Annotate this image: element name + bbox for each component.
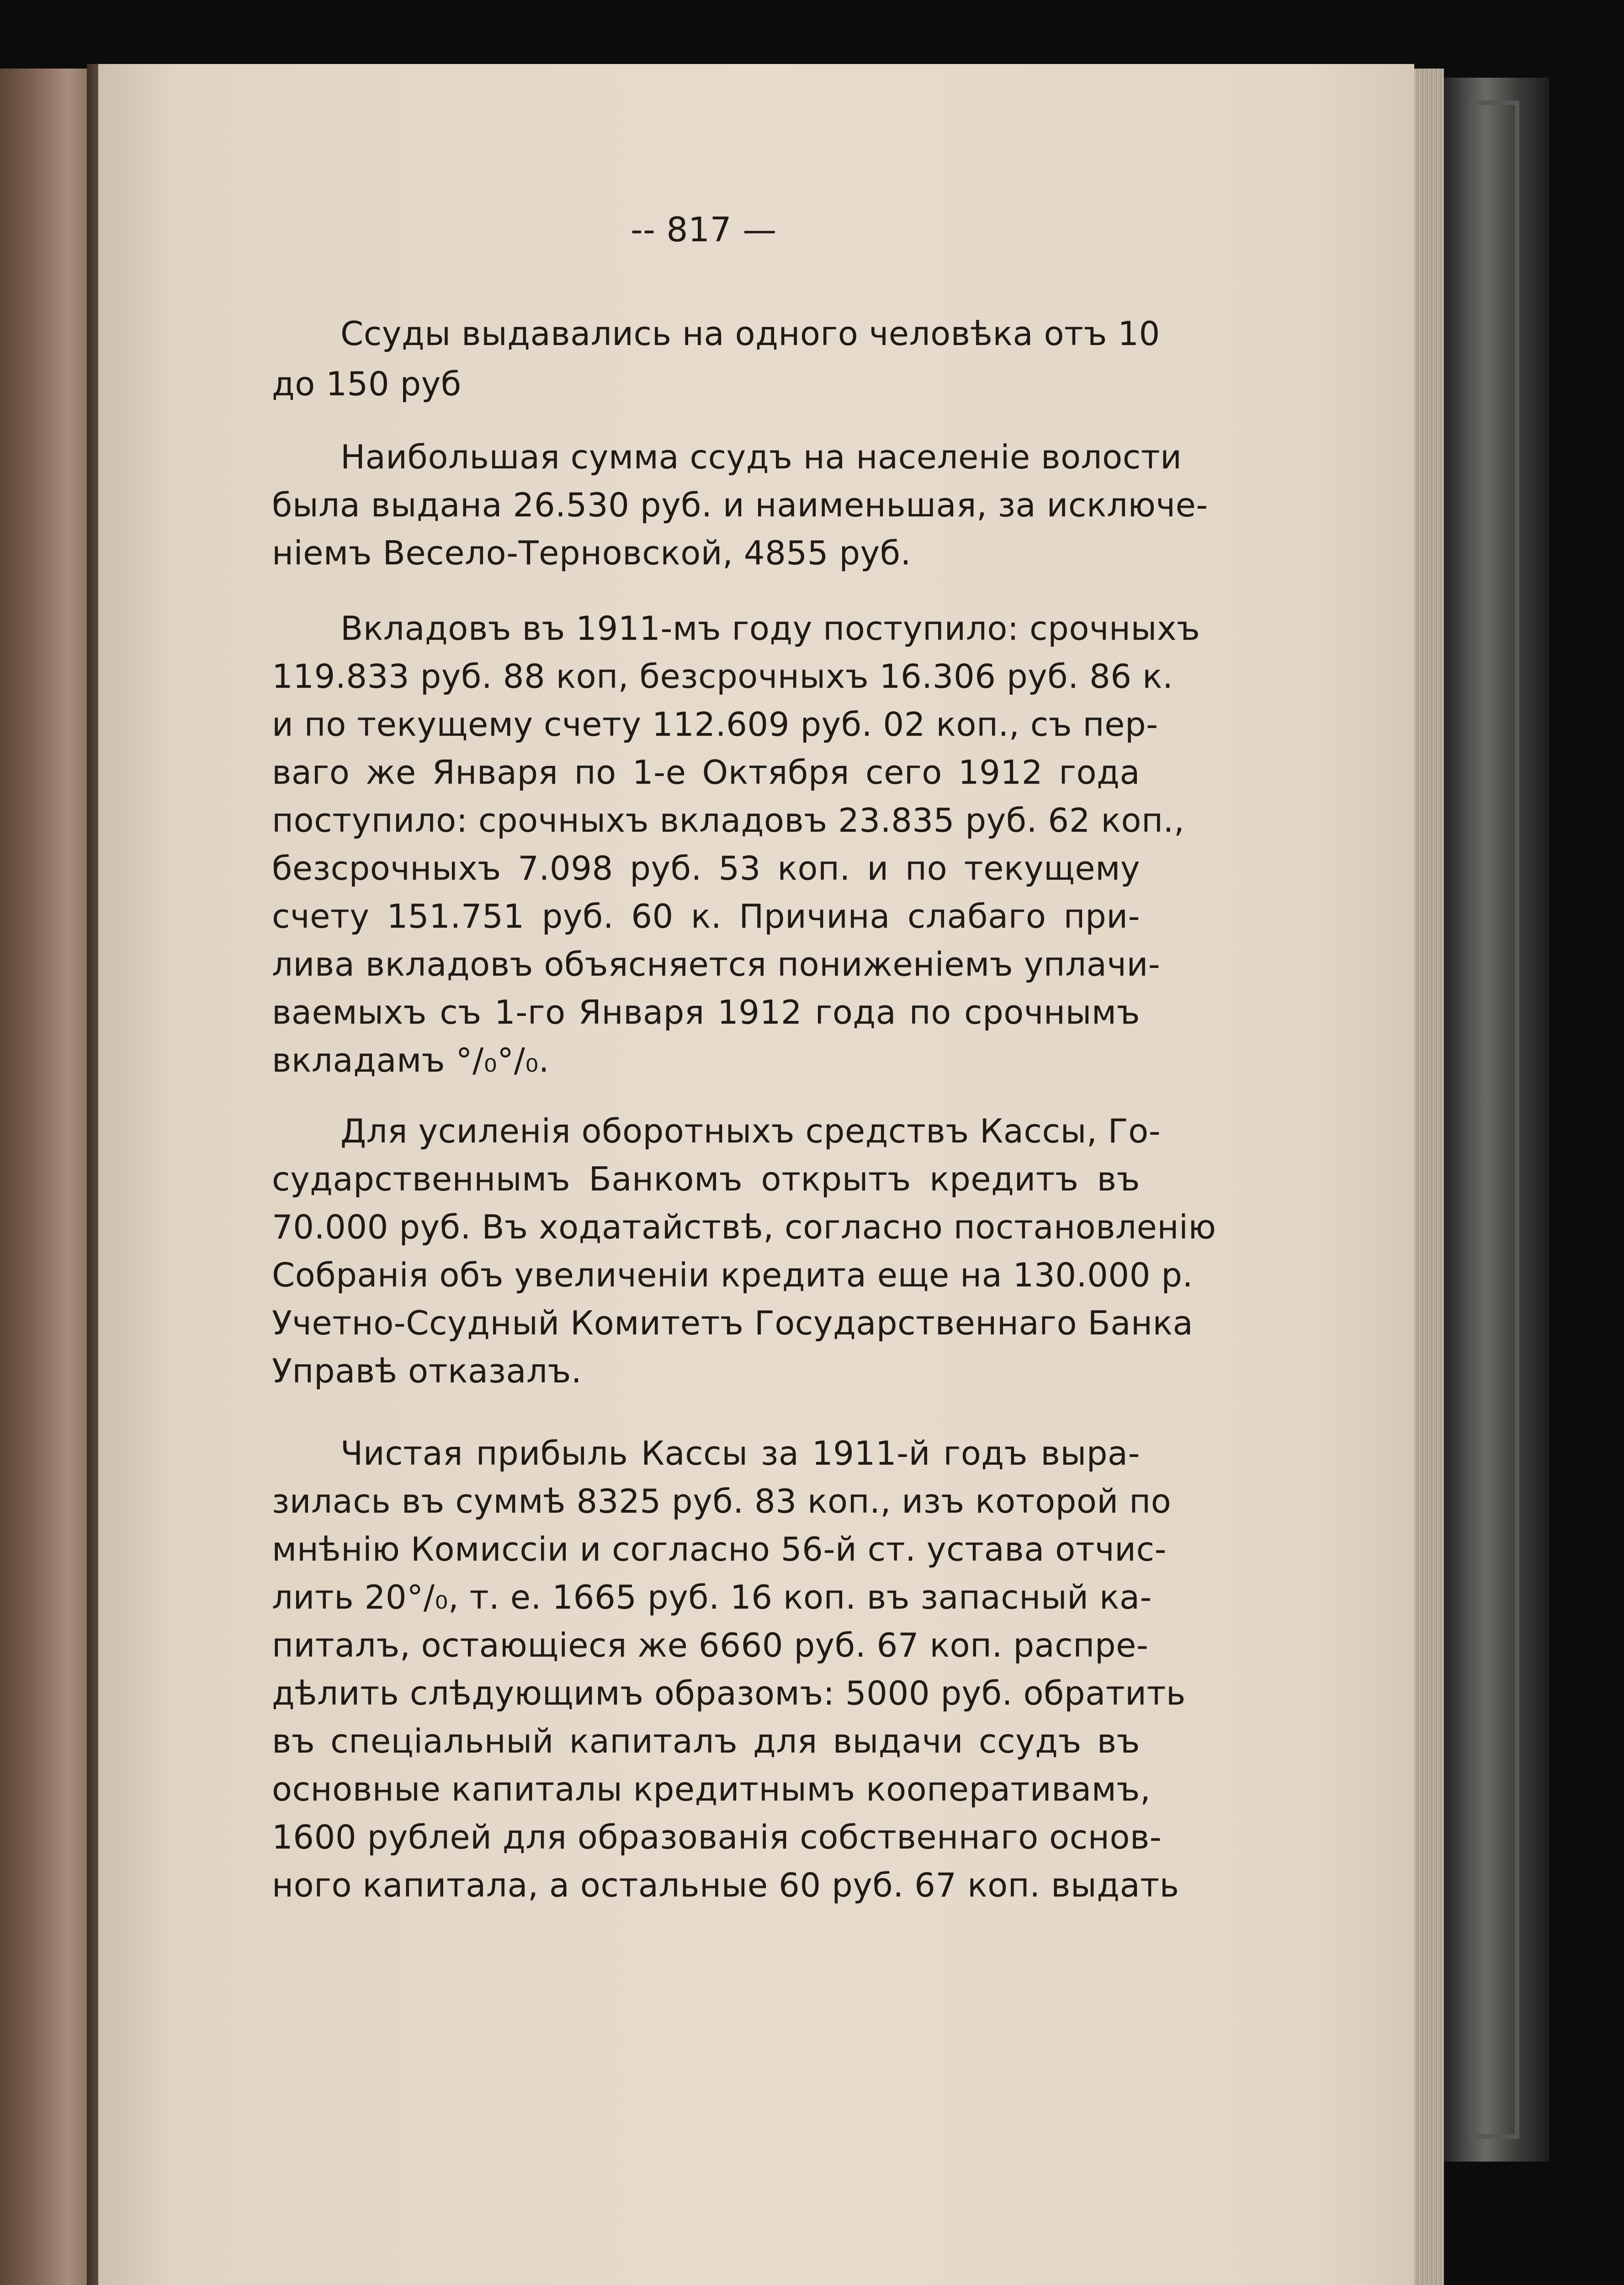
text-line: ніемъ Весело-Терновской, 4855 руб. [272,534,912,572]
text-line: 1600 рублей для образованія собственнаго основ- [272,1818,1162,1856]
facing-page-edge [0,69,91,2285]
text-line: Вкладовъ въ 1911-мъ году поступило: срочныхъ [340,609,1200,648]
text-line: 119.833 руб. 88 коп, безсрочныхъ 16.306 руб. 86 к. [272,657,1173,696]
text-line: ваемыхъ съ 1-го Января 1912 года по срочнымъ [272,993,1140,1031]
text-line: Наибольшая сумма ссудъ на населеніе волости [340,438,1182,476]
text-line: поступило: срочныхъ вкладовъ 23.835 руб. 62 коп., [272,801,1185,840]
text-line: питалъ, остающіеся же 6660 руб. 67 коп. распре- [272,1626,1149,1664]
text-line: безсрочныхъ 7.098 руб. 53 коп. и по текущему [272,849,1140,887]
text-line: вкладамъ °/₀°/₀. [272,1041,550,1079]
text-line: до 150 руб [272,365,462,403]
text-line: ваго же Января по 1-е Октября сего 1912 года [272,753,1140,792]
text-line: Собранія объ увеличеніи кредита еще на 130.000 р. [272,1256,1193,1294]
text-line: основные капиталы кредитнымъ кооперативамъ, [272,1770,1151,1808]
text-line: и по текущему счету 112.609 руб. 02 коп., съ пер- [272,705,1158,744]
text-line: 70.000 руб. Въ ходатайствѣ, согласно постановленію [272,1208,1216,1246]
text-line: Ссуды выдавались на одного человѣка отъ 10 [340,314,1160,353]
text-line: Учетно-Ссудный Комитетъ Государственнаго Банка [272,1304,1194,1342]
text-line: мнѣнію Комиссіи и согласно 56-й ст. устава отчис- [272,1530,1167,1568]
text-line: лива вкладовъ объясняется пониженіемъ уплачи- [272,945,1161,983]
text-line: въ спеціальный капиталъ для выдачи ссудъ въ [272,1722,1140,1760]
page-number: -- 817 — [631,210,777,250]
text-line: дѣлить слѣдующимъ образомъ: 5000 руб. обратить [272,1674,1186,1712]
text-line: лить 20°/₀, т. е. 1665 руб. 16 коп. въ запасный ка- [272,1578,1152,1616]
page-stack-edges [1412,69,1444,2285]
text-line: счету 151.751 руб. 60 к. Причина слабаго при- [272,897,1140,935]
text-line: была выдана 26.530 руб. и наименьшая, за исключе- [272,486,1208,524]
text-line: зилась въ суммѣ 8325 руб. 83 коп., изъ которой по [272,1482,1172,1520]
text-line: сударственнымъ Банкомъ открытъ кредитъ въ [272,1160,1140,1198]
text-line: Для усиленія оборотныхъ средствъ Кассы, Го- [340,1112,1161,1150]
text-line: Чистая прибыль Кассы за 1911-й годъ выра- [340,1434,1140,1472]
text-line: Управѣ отказалъ. [272,1352,582,1390]
cover-border [1469,101,1519,2139]
text-line: ного капитала, а остальные 60 руб. 67 коп. выдать [272,1866,1179,1904]
